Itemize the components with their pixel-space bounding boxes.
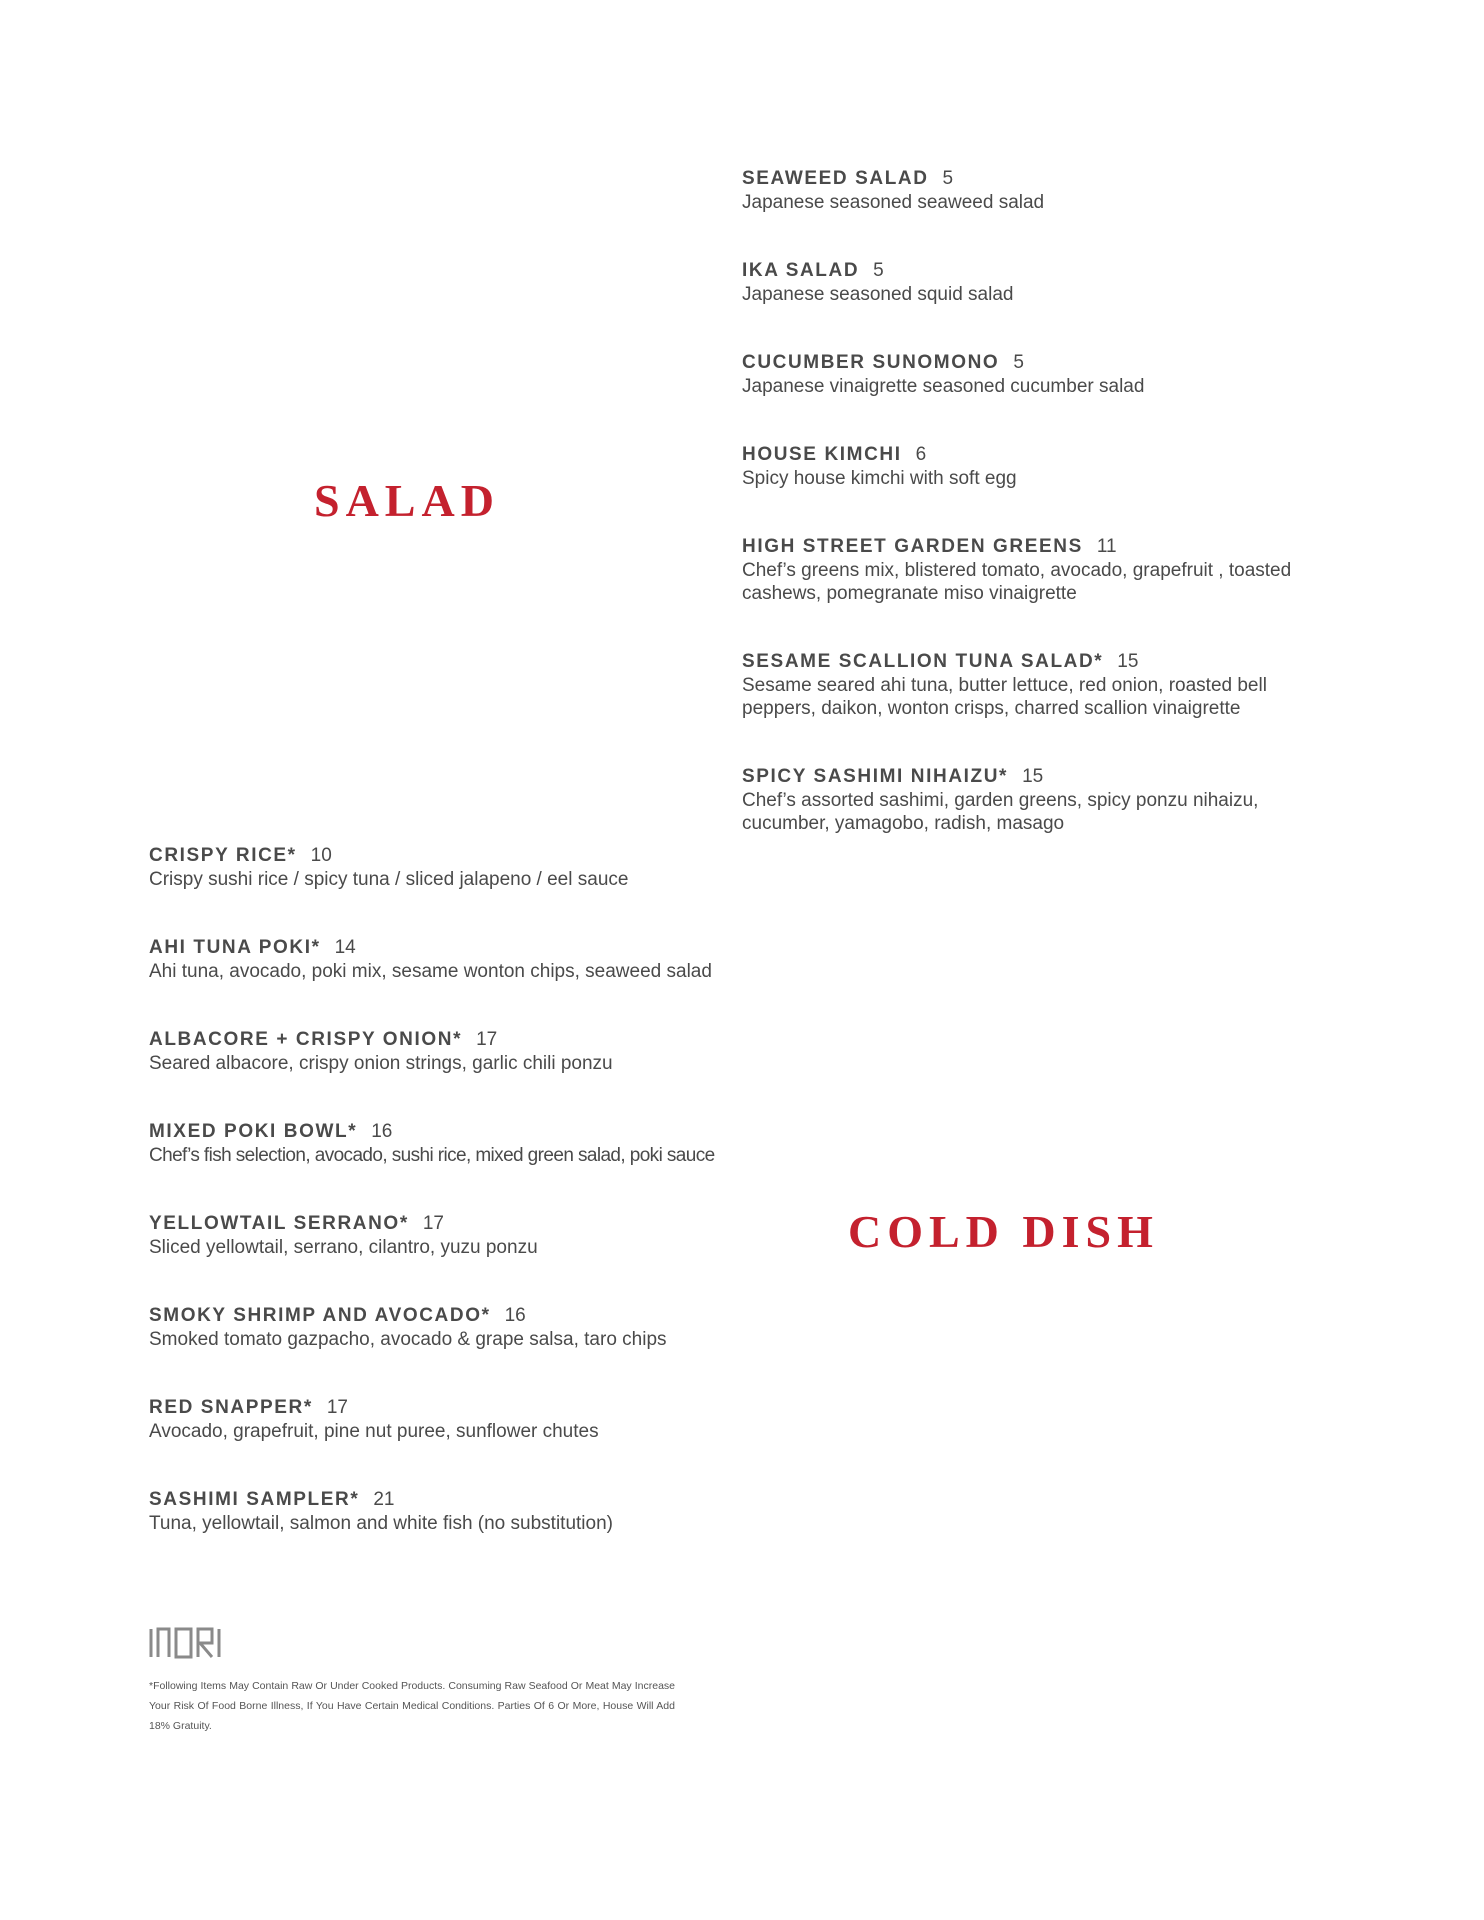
menu-item-smoky-shrimp-avocado: [149, 1304, 749, 1351]
item-name: HOUSE KIMCHI: [742, 444, 902, 465]
item-description: Ahi tuna, avocado, poki mix, sesame wonton chips, seaweed salad: [149, 961, 712, 982]
item-description: Japanese seasoned seaweed salad: [742, 192, 1045, 213]
item-price: 17: [326, 1397, 348, 1418]
item-name: MIXED POKI BOWL*: [149, 1121, 358, 1142]
item-description: Spicy house kimchi with soft egg: [742, 468, 1017, 489]
inori-logo: [149, 1627, 239, 1664]
item-name: SEAWEED SALAD: [742, 168, 929, 189]
item-name: CRISPY RICE*: [149, 845, 297, 866]
cold-dish-section-title: COLD DISH: [848, 1206, 1159, 1257]
item-description: Crispy sushi rice / spicy tuna / sliced jalapeno / eel sauce: [149, 869, 629, 890]
item-price: 10: [310, 845, 332, 866]
item-price: 21: [373, 1489, 395, 1510]
item-name: ALBACORE + CRISPY ONION*: [149, 1029, 463, 1050]
item-price: 6: [915, 444, 927, 465]
item-description: Chef’s fish selection, avocado, sushi rice, mixed green salad, poki sauce: [149, 1145, 715, 1166]
item-description: Japanese seasoned squid salad: [742, 284, 1014, 305]
item-name: RED SNAPPER*: [149, 1397, 313, 1418]
item-description: Sliced yellowtail, serrano, cilantro, yuzu ponzu: [149, 1237, 538, 1258]
menu-item-sesame-scallion-tuna-salad: [742, 650, 1322, 720]
menu-item-albacore-crispy-onion: [149, 1028, 749, 1075]
item-price: 5: [873, 260, 884, 281]
item-description: Chef’s greens mix, blistered tomato, avocado, grapefruit , toasted cashews, pomegranate miso vinaigrette: [742, 560, 1292, 604]
item-name: SPICY SASHIMI NIHAIZU*: [742, 766, 1009, 787]
menu-item-high-street-garden-greens: [742, 535, 1352, 605]
menu-item-seaweed-salad: [742, 167, 1362, 214]
item-name: YELLOWTAIL SERRANO*: [149, 1213, 409, 1234]
item-name: SESAME SCALLION TUNA SALAD*: [742, 651, 1104, 672]
menu-item-ika-salad: [742, 259, 1362, 306]
item-description: Chef’s assorted sashimi, garden greens, spicy ponzu nihaizu, cucumber, yamagobo, radish, masago: [742, 790, 1259, 834]
item-name: SMOKY SHRIMP AND AVOCADO*: [149, 1305, 491, 1326]
item-name: IKA SALAD: [742, 260, 860, 281]
item-name: SASHIMI SAMPLER*: [149, 1489, 360, 1510]
menu-item-cucumber-sunomono: [742, 351, 1362, 398]
item-name: HIGH STREET GARDEN GREENS: [742, 536, 1083, 557]
item-name: CUCUMBER SUNOMONO: [742, 352, 1000, 373]
item-price: 5: [1013, 352, 1024, 373]
inori-logo-mark: [149, 1627, 239, 1659]
item-price: 16: [504, 1305, 526, 1326]
item-price: 16: [371, 1121, 393, 1142]
item-price: 5: [942, 168, 954, 189]
item-price: 15: [1022, 766, 1044, 787]
item-price: 15: [1117, 651, 1139, 672]
disclaimer-text: *Following Items May Contain Raw Or Under Cooked Products. Consuming Raw Seafood Or Meat May Increase Your Risk Of Food Borne Illness, If You Have Certain Medical Conditions. Parties Of 6 Or More, House Will Add 18% Gratuity.: [149, 1680, 675, 1732]
item-description: Sesame seared ahi tuna, butter lettuce, red onion, roasted bell peppers, daikon, wonton crisps, charred scallion vinaigrette: [742, 675, 1267, 719]
menu-item-ahi-tuna-poki: [149, 936, 749, 983]
item-description: Avocado, grapefruit, pine nut puree, sunflower chutes: [149, 1421, 599, 1442]
item-price: 17: [476, 1029, 498, 1050]
item-price: 14: [334, 937, 356, 958]
item-name: AHI TUNA POKI*: [149, 937, 321, 958]
item-price: 11: [1096, 536, 1117, 557]
item-price: 17: [422, 1213, 444, 1234]
menu-item-crispy-rice: [149, 844, 749, 891]
menu-item-mixed-poki-bowl: [149, 1120, 769, 1167]
menu-item-house-kimchi: [742, 443, 1362, 490]
salad-section-title: SALAD: [314, 475, 500, 526]
item-description: Tuna, yellowtail, salmon and white fish (no substitution): [149, 1513, 613, 1534]
menu-item-red-snapper: [149, 1396, 749, 1443]
item-description: Smoked tomato gazpacho, avocado & grape salsa, taro chips: [149, 1329, 667, 1350]
menu-item-sashimi-sampler: [149, 1488, 749, 1535]
item-description: Seared albacore, crispy onion strings, garlic chili ponzu: [149, 1053, 613, 1074]
menu-item-spicy-sashimi-nihaizu: [742, 765, 1312, 835]
item-description: Japanese vinaigrette seasoned cucumber salad: [742, 376, 1145, 397]
menu-item-yellowtail-serrano: [149, 1212, 749, 1259]
